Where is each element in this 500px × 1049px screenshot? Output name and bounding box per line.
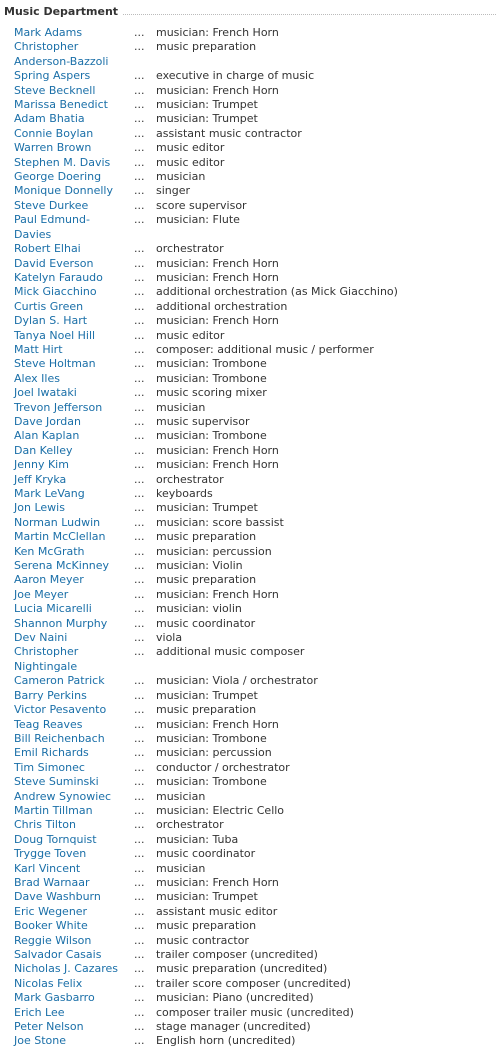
- credit-role: musician: Trumpet: [156, 501, 258, 515]
- credit-role: musician: Trumpet: [156, 112, 258, 126]
- credit-separator: ...: [134, 155, 145, 169]
- credit-separator: ...: [134, 544, 145, 558]
- credit-row: [0, 703, 500, 717]
- credit-name-link[interactable]: Joe Meyer: [14, 587, 69, 601]
- credit-separator: ...: [134, 443, 145, 457]
- credit-separator: ...: [134, 631, 145, 645]
- credit-name-link[interactable]: Tim Simonec: [14, 760, 85, 774]
- credit-role: composer: additional music / performer: [156, 342, 374, 356]
- credit-role: musician: Piano (uncredited): [156, 991, 314, 1005]
- credit-separator: ...: [134, 141, 145, 155]
- credits-list: [0, 26, 500, 1049]
- credit-row: [0, 804, 500, 818]
- credit-role: musician: Electric Cello: [156, 803, 285, 817]
- credit-row: [0, 329, 500, 343]
- credit-name-link[interactable]: Stephen M. Davis: [14, 155, 111, 169]
- credit-row: [0, 1020, 500, 1034]
- credit-separator: ...: [134, 213, 145, 227]
- credit-separator: ...: [134, 904, 145, 918]
- credit-role: musician: [156, 170, 206, 184]
- credit-name-link[interactable]: Brad Warnaar: [14, 875, 90, 889]
- credit-row: [0, 156, 500, 170]
- credit-row: [0, 84, 500, 98]
- credit-separator: ...: [134, 26, 145, 39]
- credit-row: [0, 732, 500, 746]
- credit-name-link[interactable]: Steve Suminski: [14, 775, 99, 789]
- credit-separator: ...: [134, 501, 145, 515]
- credit-role: music scoring mixer: [156, 386, 267, 400]
- credit-separator: ...: [134, 573, 145, 587]
- credit-role: musician: percussion: [156, 746, 272, 760]
- credit-name-link[interactable]: Serena McKinney: [14, 559, 110, 573]
- credit-name-link[interactable]: Shannon Murphy: [14, 616, 108, 630]
- credit-role: musician: [156, 789, 206, 803]
- credit-separator: ...: [134, 386, 145, 400]
- credit-name-link[interactable]: Doug Tornquist: [14, 832, 97, 846]
- credit-name-link[interactable]: Cameron Patrick: [14, 674, 105, 688]
- credit-separator: ...: [134, 1034, 145, 1048]
- credit-role: orchestrator: [156, 472, 224, 486]
- credit-row: [0, 905, 500, 919]
- credit-row: [0, 890, 500, 904]
- credit-row: [0, 948, 500, 962]
- credit-row: [0, 1034, 500, 1048]
- credit-name-link[interactable]: Robert Elhai: [14, 242, 81, 256]
- credit-role: music editor: [156, 328, 225, 342]
- credit-role: music preparation: [156, 573, 257, 587]
- credit-name-link[interactable]: Andrew Synowiec: [14, 789, 112, 803]
- credit-row: [0, 300, 500, 314]
- section-title: Music Department: [4, 5, 122, 18]
- credit-name-link[interactable]: Steve Holtman: [14, 357, 96, 371]
- credit-separator: ...: [134, 328, 145, 342]
- credit-role: musician: French Horn: [156, 26, 279, 39]
- credit-separator: ...: [134, 314, 145, 328]
- credit-row: [0, 645, 500, 674]
- credit-role: musician: Trumpet: [156, 890, 258, 904]
- credit-name-link[interactable]: Teag Reaves: [14, 717, 83, 731]
- credit-separator: ...: [134, 602, 145, 616]
- credit-name-link[interactable]: Jenny Kim: [14, 458, 69, 472]
- credit-separator: ...: [134, 1005, 145, 1019]
- credit-separator: ...: [134, 357, 145, 371]
- credit-row: [0, 170, 500, 184]
- credit-row: [0, 631, 500, 645]
- credit-separator: ...: [134, 83, 145, 97]
- credit-row: [0, 112, 500, 126]
- credit-row: [0, 372, 500, 386]
- credit-row: [0, 242, 500, 256]
- credit-role: musician: Flute: [156, 213, 240, 227]
- credit-row: [0, 862, 500, 876]
- credit-separator: ...: [134, 775, 145, 789]
- credit-name-link[interactable]: Steve Durkee: [14, 198, 89, 212]
- credit-name-link[interactable]: Trevon Jefferson: [14, 400, 103, 414]
- credit-role: stage manager (uncredited): [156, 1020, 311, 1034]
- credit-name-link[interactable]: Karl Vincent: [14, 861, 81, 875]
- credit-row: [0, 127, 500, 141]
- credit-role: keyboards: [156, 487, 213, 500]
- credit-name-link[interactable]: Chris Tilton: [14, 818, 76, 832]
- credit-separator: ...: [134, 371, 145, 385]
- credit-row: [0, 257, 500, 271]
- credit-role: music coordinator: [156, 616, 256, 630]
- credit-name-link[interactable]: Nicolas Felix: [14, 976, 83, 990]
- credit-name-link[interactable]: Dylan S. Hart: [14, 314, 88, 328]
- credit-role: conductor / orchestrator: [156, 760, 290, 774]
- credit-row: [0, 617, 500, 631]
- credit-name-link[interactable]: Mark LeVang: [14, 487, 85, 500]
- credit-name-link[interactable]: Bill Reichenbach: [14, 731, 105, 745]
- credit-separator: ...: [134, 760, 145, 774]
- credit-separator: ...: [134, 861, 145, 875]
- credit-name-link[interactable]: Mark Adams: [14, 26, 83, 39]
- credit-name-link[interactable]: Ken McGrath: [14, 544, 85, 558]
- credit-row: [0, 199, 500, 213]
- credit-name-link[interactable]: Martin Tillman: [14, 803, 93, 817]
- credit-separator: ...: [134, 515, 145, 529]
- credit-role: music preparation: [156, 530, 257, 544]
- credit-role: additional music composer: [156, 645, 305, 659]
- credit-role: additional orchestration: [156, 299, 288, 313]
- credit-row: [0, 991, 500, 1005]
- credit-separator: ...: [134, 299, 145, 313]
- credit-name-link[interactable]: Mick Giacchino: [14, 285, 97, 299]
- credit-row: [0, 689, 500, 703]
- credit-name-link[interactable]: Dave Jordan: [14, 414, 81, 428]
- credit-role: music preparation (uncredited): [156, 962, 328, 976]
- credit-separator: ...: [134, 962, 145, 976]
- credit-name-link[interactable]: Curtis Green: [14, 299, 84, 313]
- credit-role: musician: Trombone: [156, 371, 267, 385]
- credit-row: [0, 746, 500, 760]
- credit-row: [0, 876, 500, 890]
- credit-row: [0, 573, 500, 587]
- credit-role: musician: [156, 400, 206, 414]
- credit-row: [0, 977, 500, 991]
- credit-name-link[interactable]: Steve Becknell: [14, 83, 96, 97]
- credit-row: [0, 588, 500, 602]
- credit-row: [0, 401, 500, 415]
- credit-row: [0, 501, 500, 515]
- credit-separator: ...: [134, 270, 145, 284]
- credit-role: music editor: [156, 141, 225, 155]
- credit-role: musician: French Horn: [156, 256, 279, 270]
- credit-row: [0, 473, 500, 487]
- credit-role: trailer composer (uncredited): [156, 948, 318, 961]
- credit-separator: ...: [134, 458, 145, 472]
- credit-name-link[interactable]: Paul Edmund-Davies: [14, 213, 90, 241]
- credit-name-link[interactable]: Christopher Anderson-Bazzoli: [14, 40, 109, 68]
- credit-role: viola: [156, 631, 183, 645]
- credit-role: trailer score composer (uncredited): [156, 976, 351, 990]
- credit-role: musician: French Horn: [156, 587, 279, 601]
- credit-name-link[interactable]: Christopher Nightingale: [14, 645, 79, 673]
- credit-row: [0, 314, 500, 328]
- credit-name-link[interactable]: Peter Nelson: [14, 1020, 84, 1034]
- credit-separator: ...: [134, 847, 145, 861]
- credit-role: musician: French Horn: [156, 717, 279, 731]
- credit-separator: ...: [134, 112, 145, 126]
- credit-role: musician: score bassist: [156, 515, 284, 529]
- credit-role: musician: Trumpet: [156, 98, 258, 112]
- credit-name-link[interactable]: Connie Boylan: [14, 126, 94, 140]
- credit-name-link[interactable]: Joel Iwataki: [14, 386, 77, 400]
- credit-role: musician: Trombone: [156, 731, 267, 745]
- credit-name-link[interactable]: Mark Gasbarro: [14, 991, 95, 1005]
- credit-name-link[interactable]: Emil Richards: [14, 746, 89, 760]
- credit-row: [0, 559, 500, 573]
- credit-separator: ...: [134, 688, 145, 702]
- credit-separator: ...: [134, 559, 145, 573]
- credit-separator: ...: [134, 184, 145, 198]
- credit-row: [0, 386, 500, 400]
- credit-separator: ...: [134, 746, 145, 760]
- credit-role: English horn (uncredited): [156, 1034, 296, 1048]
- credit-name-link[interactable]: Reggie Wilson: [14, 933, 92, 947]
- credit-row: [0, 674, 500, 688]
- credit-name-link[interactable]: Jon Lewis: [14, 501, 65, 515]
- credit-role: musician: Trombone: [156, 429, 267, 443]
- credit-separator: ...: [134, 198, 145, 212]
- credit-row: [0, 40, 500, 69]
- credit-row: [0, 98, 500, 112]
- credit-separator: ...: [134, 933, 145, 947]
- credit-name-link[interactable]: Spring Aspers: [14, 69, 91, 83]
- credit-separator: ...: [134, 875, 145, 889]
- credit-name-link[interactable]: Dan Kelley: [14, 443, 73, 457]
- credit-name-link[interactable]: Adam Bhatia: [14, 112, 85, 126]
- credit-row: [0, 213, 500, 242]
- credit-row: [0, 530, 500, 544]
- credit-separator: ...: [134, 472, 145, 486]
- credit-role: musician: violin: [156, 602, 242, 616]
- credit-row: [0, 285, 500, 299]
- credit-row: [0, 602, 500, 616]
- credit-separator: ...: [134, 731, 145, 745]
- credit-separator: ...: [134, 170, 145, 184]
- credit-separator: ...: [134, 40, 145, 54]
- credit-separator: ...: [134, 991, 145, 1005]
- credit-separator: ...: [134, 703, 145, 717]
- credit-separator: ...: [134, 674, 145, 688]
- credit-role: musician: French Horn: [156, 875, 279, 889]
- credit-separator: ...: [134, 789, 145, 803]
- credit-role: music editor: [156, 155, 225, 169]
- credit-role: score supervisor: [156, 198, 247, 212]
- credit-name-link[interactable]: Eric Wegener: [14, 904, 88, 918]
- credit-row: [0, 718, 500, 732]
- credit-row: [0, 429, 500, 443]
- credit-separator: ...: [134, 803, 145, 817]
- credit-name-link[interactable]: George Doering: [14, 170, 102, 184]
- credit-row: [0, 1006, 500, 1020]
- credit-row: [0, 343, 500, 357]
- section-header: [0, 0, 500, 20]
- credit-separator: ...: [134, 400, 145, 414]
- credit-row: [0, 141, 500, 155]
- credit-row: [0, 919, 500, 933]
- credit-name-link[interactable]: Erich Lee: [14, 1005, 65, 1019]
- credit-row: [0, 184, 500, 198]
- credit-name-link[interactable]: Nicholas J. Cazares: [14, 962, 119, 976]
- credit-name-link[interactable]: Jeff Kryka: [14, 472, 67, 486]
- credit-name-link[interactable]: Alex Iles: [14, 371, 60, 385]
- credit-role: music preparation: [156, 40, 257, 54]
- credit-role: orchestrator: [156, 818, 224, 832]
- credit-role: executive in charge of music: [156, 69, 315, 83]
- credit-row: [0, 818, 500, 832]
- credit-role: additional orchestration (as Mick Giacchino): [156, 285, 398, 299]
- credit-separator: ...: [134, 587, 145, 601]
- credit-row: [0, 775, 500, 789]
- credit-row: [0, 761, 500, 775]
- credit-row: [0, 458, 500, 472]
- credit-name-link[interactable]: Lucia Micarelli: [14, 602, 92, 616]
- credit-separator: ...: [134, 890, 145, 904]
- credit-row: [0, 415, 500, 429]
- credit-role: musician: Trombone: [156, 775, 267, 789]
- credit-role: musician: French Horn: [156, 443, 279, 457]
- credit-name-link[interactable]: Barry Perkins: [14, 688, 87, 702]
- credit-role: musician: French Horn: [156, 83, 279, 97]
- credit-separator: ...: [134, 616, 145, 630]
- credit-separator: ...: [134, 948, 145, 961]
- credit-row: [0, 487, 500, 501]
- credit-role: musician: [156, 861, 206, 875]
- credit-separator: ...: [134, 717, 145, 731]
- credit-name-link[interactable]: Warren Brown: [14, 141, 92, 155]
- credit-separator: ...: [134, 919, 145, 933]
- credit-role: music contractor: [156, 933, 249, 947]
- credit-name-link[interactable]: Aaron Meyer: [14, 573, 84, 587]
- credit-name-link[interactable]: Joe Stone: [14, 1034, 67, 1048]
- credit-separator: ...: [134, 1020, 145, 1034]
- credit-name-link[interactable]: David Everson: [14, 256, 94, 270]
- credit-role: musician: French Horn: [156, 314, 279, 328]
- credit-row: [0, 545, 500, 559]
- credit-separator: ...: [134, 342, 145, 356]
- credit-role: musician: percussion: [156, 544, 272, 558]
- credit-name-link[interactable]: Marissa Benedict: [14, 98, 108, 112]
- credit-role: assistant music contractor: [156, 126, 302, 140]
- credit-separator: ...: [134, 69, 145, 83]
- credit-name-link[interactable]: Alan Kaplan: [14, 429, 80, 443]
- credit-name-link[interactable]: Matt Hirt: [14, 342, 63, 356]
- credit-row: [0, 69, 500, 83]
- credit-row: [0, 357, 500, 371]
- credit-role: musician: French Horn: [156, 270, 279, 284]
- credit-row: [0, 934, 500, 948]
- credit-separator: ...: [134, 832, 145, 846]
- credit-row: [0, 847, 500, 861]
- credit-role: music preparation: [156, 703, 257, 717]
- credit-role: assistant music editor: [156, 904, 278, 918]
- credit-separator: ...: [134, 126, 145, 140]
- credit-role: singer: [156, 184, 191, 198]
- credit-row: [0, 444, 500, 458]
- credit-name-link[interactable]: Monique Donnelly: [14, 184, 113, 198]
- credit-role: musician: Trombone: [156, 357, 267, 371]
- credit-separator: ...: [134, 818, 145, 832]
- credit-role: music coordinator: [156, 847, 256, 861]
- credit-row: [0, 516, 500, 530]
- credit-name-link[interactable]: Katelyn Faraudo: [14, 270, 103, 284]
- credit-name-link[interactable]: Tanya Noel Hill: [14, 328, 96, 342]
- credit-role: composer trailer music (uncredited): [156, 1005, 354, 1019]
- credit-name-link[interactable]: Salvador Casais: [14, 948, 102, 961]
- credit-name-link[interactable]: Booker White: [14, 919, 88, 933]
- credit-role: music supervisor: [156, 414, 250, 428]
- credit-role: musician: Viola / orchestrator: [156, 674, 318, 688]
- credit-name-link[interactable]: Martin McClellan: [14, 530, 106, 544]
- credit-row: [0, 833, 500, 847]
- credit-name-link[interactable]: Dev Naini: [14, 631, 68, 645]
- credit-role: musician: Tuba: [156, 832, 239, 846]
- credit-row: [0, 271, 500, 285]
- credit-separator: ...: [134, 98, 145, 112]
- credit-name-link[interactable]: Norman Ludwin: [14, 515, 101, 529]
- credit-row: [0, 962, 500, 976]
- credit-row: [0, 26, 500, 40]
- credit-separator: ...: [134, 487, 145, 500]
- credit-separator: ...: [134, 645, 145, 659]
- credit-separator: ...: [134, 429, 145, 443]
- credit-separator: ...: [134, 256, 145, 270]
- credit-role: musician: Violin: [156, 559, 243, 573]
- credit-separator: ...: [134, 414, 145, 428]
- credit-role: orchestrator: [156, 242, 224, 256]
- credit-row: [0, 790, 500, 804]
- credit-name-link[interactable]: Dave Washburn: [14, 890, 101, 904]
- credit-role: music preparation: [156, 919, 257, 933]
- credit-separator: ...: [134, 285, 145, 299]
- credit-separator: ...: [134, 242, 145, 256]
- credit-separator: ...: [134, 530, 145, 544]
- credit-role: musician: French Horn: [156, 458, 279, 472]
- credit-name-link[interactable]: Victor Pesavento: [14, 703, 107, 717]
- credit-name-link[interactable]: Trygge Toven: [14, 847, 87, 861]
- credit-role: musician: Trumpet: [156, 688, 258, 702]
- credit-separator: ...: [134, 976, 145, 990]
